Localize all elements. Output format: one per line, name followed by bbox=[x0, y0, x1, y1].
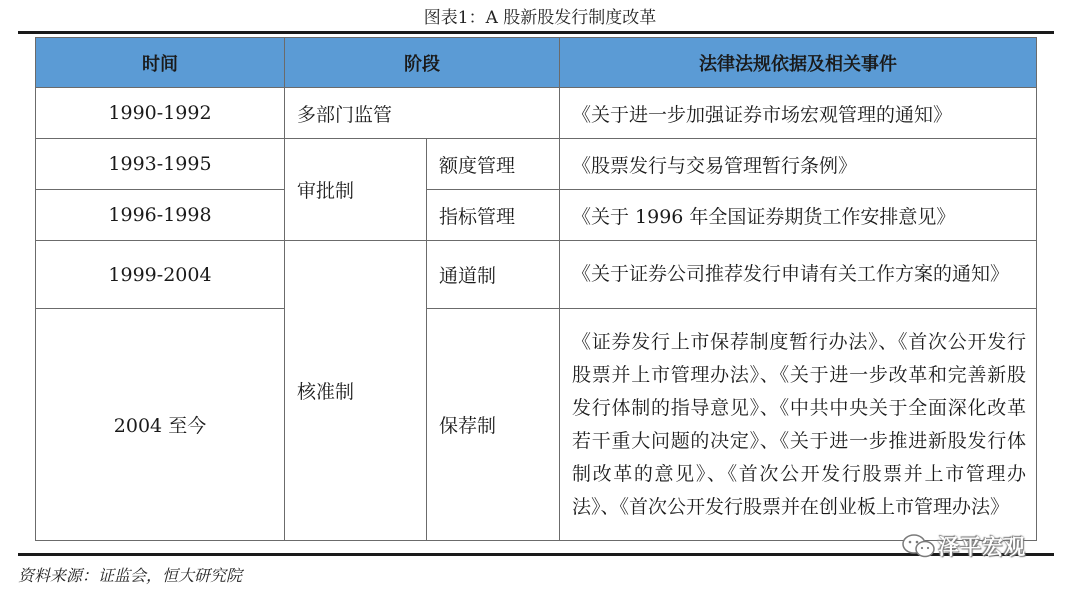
substage-cell: 保荐制 bbox=[427, 309, 560, 541]
events-cell: 《关于 1996 年全国证券期货工作安排意见》 bbox=[560, 190, 1037, 241]
substage-cell: 指标管理 bbox=[427, 190, 560, 241]
events-cell: 《股票发行与交易管理暂行条例》 bbox=[560, 139, 1037, 190]
watermark-text: 泽平宏观 bbox=[938, 535, 1026, 559]
header-time: 时间 bbox=[36, 38, 285, 88]
header-row bbox=[36, 38, 1037, 88]
table-row bbox=[36, 139, 1037, 190]
time-cell: 1990-1992 bbox=[36, 88, 285, 139]
stage-group-cell: 核准制 bbox=[285, 241, 427, 541]
table-caption: 图表1：A 股新股发行制度改革 bbox=[423, 8, 657, 28]
header-stage: 阶段 bbox=[285, 38, 560, 88]
time-cell: 2004 至今 bbox=[36, 309, 285, 541]
top-rule bbox=[18, 31, 1054, 34]
substage-cell: 额度管理 bbox=[427, 139, 560, 190]
watermark bbox=[900, 532, 1060, 560]
events-cell: 《关于证券公司推荐发行申请有关工作方案的通知》 bbox=[560, 241, 1037, 309]
stage-cell: 多部门监管 bbox=[285, 88, 560, 139]
stage-group-cell: 审批制 bbox=[285, 139, 427, 241]
time-cell: 1996-1998 bbox=[36, 190, 285, 241]
events-cell: 《关于进一步加强证券市场宏观管理的通知》 bbox=[560, 88, 1037, 139]
source-note: 资料来源：证监会，恒大研究院 bbox=[18, 566, 243, 585]
wechat-icon bbox=[900, 533, 938, 559]
bottom-rule bbox=[18, 553, 1054, 556]
reform-table bbox=[35, 37, 1037, 541]
time-cell: 1993-1995 bbox=[36, 139, 285, 190]
header-events: 法律法规依据及相关事件 bbox=[560, 38, 1037, 88]
table-row bbox=[36, 190, 1037, 241]
substage-cell: 通道制 bbox=[427, 241, 560, 309]
events-cell: 《证券发行上市保荐制度暂行办法》、《首次公开发行股票并上市管理办法》、《关于进一步改革和完善新股发行体制的指导意见》、《中共中央关于全面深化改革若干重大问题的决定》、《关于进一步推进新股发行体制改革的意见》、《首次公开发行股票并上市管理办法》、《首次公开发行股票并在创业板上市管理办法》 bbox=[560, 309, 1037, 541]
time-cell: 1999-2004 bbox=[36, 241, 285, 309]
table-row bbox=[36, 241, 1037, 309]
table-row bbox=[36, 309, 1037, 541]
table-row bbox=[36, 88, 1037, 139]
